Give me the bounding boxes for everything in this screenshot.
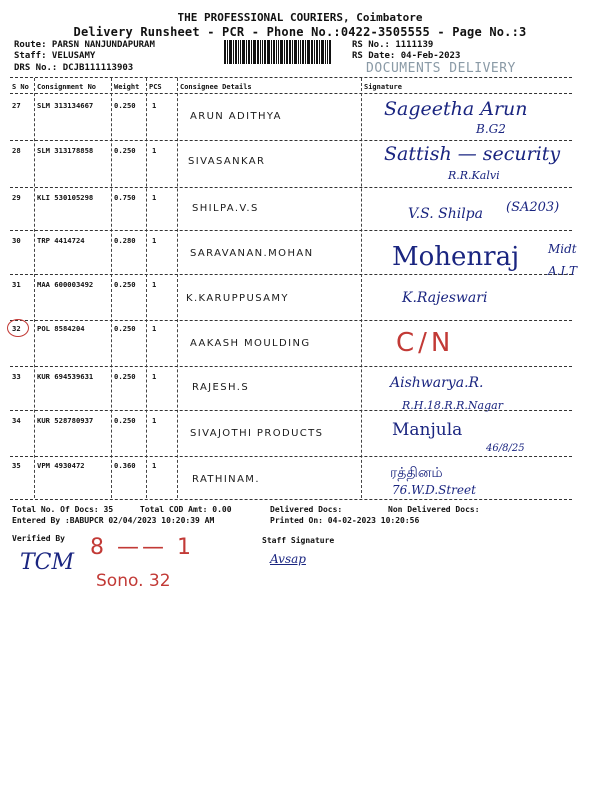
row-sno: 31 — [12, 280, 21, 289]
route: Route: PARSN NANJUNDAPURAM — [14, 40, 155, 50]
row-pcs: 1 — [152, 101, 157, 110]
staff-signature-label: Staff Signature — [262, 536, 335, 545]
row-divider — [10, 456, 572, 457]
row-consignee: SHILPA.V.S — [192, 203, 259, 214]
row-sno: 34 — [12, 416, 21, 425]
row-consignment: POL 8584204 — [37, 324, 85, 333]
row-consignment: VPM 4930472 — [37, 461, 85, 470]
row-sno: 29 — [12, 193, 21, 202]
staff: Staff: VELUSAMY — [14, 51, 96, 61]
row-weight: 0.250 — [114, 372, 136, 381]
column-separator — [111, 78, 112, 498]
table-bottom-rule — [10, 499, 572, 500]
row-sno: 27 — [12, 101, 21, 110]
row-signature-note: Midt A.I.T — [548, 242, 578, 278]
barcode — [224, 40, 344, 64]
row-pcs: 1 — [152, 416, 157, 425]
column-separator — [146, 78, 147, 498]
entered-by: Entered By :BABUPCR 02/04/2023 10:20:39 AM — [12, 516, 215, 525]
row-signature: K.Rajeswari — [402, 290, 488, 306]
row-signature: C/N — [396, 328, 455, 358]
row-signature: Sageetha Arun — [384, 98, 528, 120]
row-consignee: SIVASANKAR — [188, 156, 266, 167]
rs-date: RS Date: 04-Feb-2023 — [352, 51, 461, 61]
row-consignment: KUR 528780937 — [37, 416, 94, 425]
row-signature: Manjula — [392, 420, 463, 440]
row-weight: 0.750 — [114, 193, 136, 202]
col-pcs: PCS — [149, 83, 162, 91]
row-weight: 0.360 — [114, 461, 136, 470]
row-divider — [10, 410, 572, 411]
row-sno: 32 — [12, 324, 21, 333]
verifier-signature: TCM — [20, 550, 75, 575]
row-consignment: SLM 313134667 — [37, 101, 94, 110]
row-sno: 35 — [12, 461, 21, 470]
drs-number: DRS No.: DCJB111113903 — [14, 63, 134, 73]
header-bottom-rule — [10, 93, 572, 94]
row-weight: 0.250 — [114, 146, 136, 155]
row-signature-note: R.R.Kalvi — [448, 169, 500, 182]
row-sno: 33 — [12, 372, 21, 381]
row-signature: ரத்தினம் — [390, 465, 443, 481]
delivered-docs: Delivered Docs: — [270, 505, 343, 514]
row-pcs: 1 — [152, 280, 157, 289]
company-name: THE PROFESSIONAL COURIERS, Coimbatore — [177, 11, 423, 24]
rs-number: RS No.: 1111139 — [352, 40, 434, 50]
row-consignee: K.KARUPPUSAMY — [186, 293, 289, 304]
row-signature-note: B.G2 — [476, 122, 506, 136]
row-consignment: SLM 313178858 — [37, 146, 94, 155]
row-consignment: KUR 694539631 — [37, 372, 94, 381]
row-consignee: AAKASH MOULDING — [190, 338, 311, 349]
row-divider — [10, 230, 572, 231]
staff-signature: Avsap — [270, 552, 306, 566]
header-top-rule — [10, 77, 572, 78]
row-divider — [10, 366, 572, 367]
documents-delivery-stamp: DOCUMENTS DELIVERY — [366, 61, 516, 76]
row-consignment: KLI 530105298 — [37, 193, 94, 202]
row-signature: Sattish — security — [384, 143, 561, 165]
row-signature-note: R.H.18.R.R.Nagar — [402, 399, 503, 412]
col-weight: Weight — [114, 83, 140, 91]
printed-on: Printed On: 04-02-2023 10:20:56 — [270, 516, 420, 525]
row-divider — [10, 187, 572, 188]
non-delivered-docs: Non Delivered Docs: — [388, 505, 480, 514]
column-separator — [361, 78, 362, 498]
row-pcs: 1 — [152, 146, 157, 155]
count-annotation: 8 —— 1 — [90, 535, 194, 560]
row-consignment: TRP 4414724 — [37, 236, 85, 245]
row-weight: 0.250 — [114, 101, 136, 110]
row-weight: 0.250 — [114, 324, 136, 333]
row-pcs: 1 — [152, 324, 157, 333]
row-weight: 0.280 — [114, 236, 136, 245]
row-sno: 28 — [12, 146, 21, 155]
column-separator — [177, 78, 178, 498]
row-consignee: ARUN ADITHYA — [190, 111, 282, 122]
row-weight: 0.250 — [114, 280, 136, 289]
runsheet-title: Delivery Runsheet - PCR - Phone No.:0422-3505555 - Page No.:3 — [73, 25, 527, 39]
row-signature: V.S. Shilpa — [408, 206, 483, 222]
total-cod: Total COD Amt: 0.00 — [140, 505, 232, 514]
col-sno: S No — [12, 83, 29, 91]
row-pcs: 1 — [152, 193, 157, 202]
row-pcs: 1 — [152, 236, 157, 245]
row-pcs: 1 — [152, 372, 157, 381]
verified-by-label: Verified By — [12, 534, 65, 543]
col-consignee: Consignee Details — [180, 83, 252, 91]
col-signature: Signature — [364, 83, 402, 91]
row-signature-note: (SA203) — [506, 200, 560, 215]
row-signature-note: 76.W.D.Street — [392, 483, 476, 497]
row-consignee: SIVAJOTHI PRODUCTS — [190, 428, 324, 439]
sono-annotation: Sono. 32 — [96, 571, 171, 591]
row-weight: 0.250 — [114, 416, 136, 425]
row-signature: Mohenraj — [392, 242, 520, 272]
row-divider — [10, 274, 572, 275]
col-consignment: Consignment No — [37, 83, 97, 91]
row-consignment: MAA 600003492 — [37, 280, 94, 289]
total-docs: Total No. Of Docs: 35 — [12, 505, 114, 514]
column-separator — [34, 78, 35, 498]
row-sno: 30 — [12, 236, 21, 245]
row-divider — [10, 140, 572, 141]
row-consignee: RATHINAM. — [192, 474, 260, 485]
row-signature-note: 46/8/25 — [486, 443, 525, 454]
row-pcs: 1 — [152, 461, 157, 470]
row-consignee: SARAVANAN.MOHAN — [190, 248, 314, 259]
row-consignee: RAJESH.S — [192, 382, 250, 393]
row-signature: Aishwarya.R. — [390, 375, 484, 391]
row-divider — [10, 320, 572, 321]
